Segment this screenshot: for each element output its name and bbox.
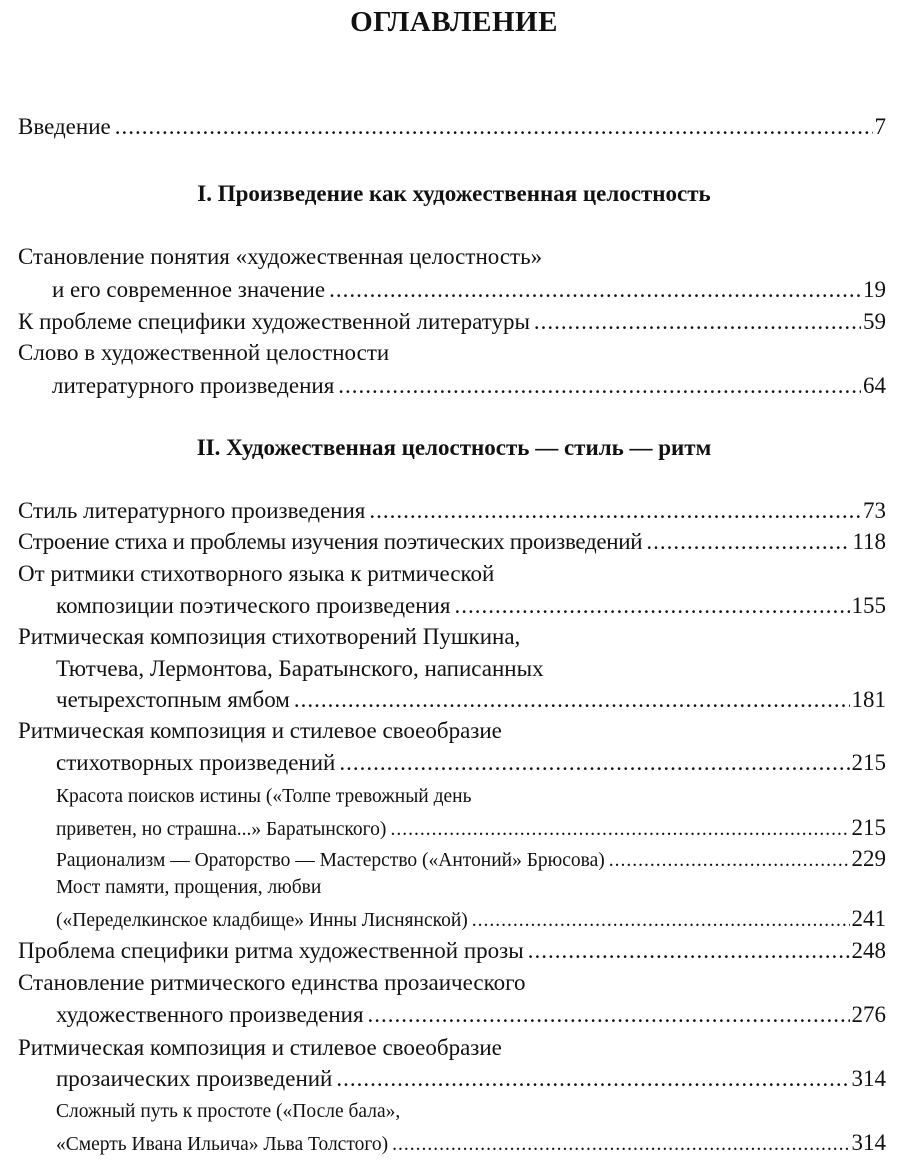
page-number: 241 bbox=[851, 906, 886, 931]
dot-leader bbox=[339, 750, 849, 776]
toc-entry-label: приветен, но страшна...» Баратынского) bbox=[56, 819, 387, 840]
dot-leader bbox=[294, 687, 850, 713]
page-number: 215 bbox=[851, 815, 886, 840]
toc-entry-line[interactable]: Становление понятия «художественная целостность» bbox=[18, 244, 543, 269]
toc-entry-literature-specifics[interactable] bbox=[18, 309, 886, 335]
toc-entry-line[interactable]: Ритмическая композиция стихотворений Пушкина, bbox=[18, 624, 521, 649]
toc-entry-label: композиции поэтического произведения bbox=[56, 593, 451, 618]
toc-entry-label: Стиль литературного произведения bbox=[18, 498, 366, 523]
page-number: 73 bbox=[863, 498, 886, 523]
toc-subentry-line[interactable]: Красота поисков истины («Толпе тревожный день bbox=[56, 786, 472, 807]
toc-entry-line[interactable]: Тютчева, Лермонтова, Баратынского, написанных bbox=[56, 656, 544, 681]
toc-entry-label: Проблема специфики ритма художественной прозы bbox=[18, 938, 524, 963]
page-number: 181 bbox=[851, 687, 886, 712]
page-number: 155 bbox=[851, 593, 886, 618]
dot-leader bbox=[646, 529, 850, 555]
dot-leader bbox=[338, 373, 861, 399]
toc-entry-label: прозаических произведений bbox=[56, 1066, 333, 1091]
page-number: 19 bbox=[863, 277, 886, 302]
toc-subentry-baratynsky[interactable] bbox=[56, 815, 886, 841]
dot-leader bbox=[454, 593, 849, 619]
page-number: 118 bbox=[852, 529, 886, 554]
toc-entry-iambic-tetrameter[interactable] bbox=[56, 687, 886, 713]
toc-entry-artistic-integrity[interactable] bbox=[52, 277, 886, 303]
toc-subentry-tolstoy[interactable] bbox=[56, 1130, 886, 1156]
page-number: 7 bbox=[874, 114, 886, 139]
page-number: 248 bbox=[851, 938, 886, 963]
page-number: 64 bbox=[863, 373, 886, 398]
dot-leader bbox=[534, 309, 861, 335]
toc-entry-verse-works[interactable] bbox=[56, 750, 886, 776]
page-number: 215 bbox=[851, 750, 886, 775]
page-number: 276 bbox=[851, 1002, 886, 1027]
toc-entry-label: Строение стиха и проблемы изучения поэтических произведений bbox=[18, 529, 643, 554]
toc-entry-verse-structure[interactable] bbox=[18, 529, 886, 555]
toc-entry-introduction[interactable] bbox=[18, 114, 886, 140]
page-number: 314 bbox=[851, 1066, 886, 1091]
toc-entry-label: стихотворных произведений bbox=[56, 750, 336, 775]
toc-entry-label: «Смерть Ивана Ильича» Льва Толстого) bbox=[56, 1134, 389, 1155]
dot-leader bbox=[392, 1134, 849, 1156]
toc-entry-label: четырехстопным ямбом bbox=[56, 687, 290, 712]
dot-leader bbox=[390, 819, 849, 841]
dot-leader bbox=[336, 1066, 849, 1092]
dot-leader bbox=[472, 910, 850, 932]
page-number: 59 bbox=[863, 309, 886, 334]
toc-entry-line[interactable]: Слово в художественной целостности bbox=[18, 340, 390, 365]
dot-leader bbox=[528, 938, 850, 964]
toc-entry-prose-works[interactable] bbox=[56, 1066, 886, 1092]
dot-leader bbox=[369, 498, 861, 524]
dot-leader bbox=[329, 277, 861, 303]
toc-entry-label: К проблеме специфики художественной литературы bbox=[18, 309, 530, 334]
toc-entry-label: литературного произведения bbox=[52, 373, 335, 398]
page-number: 314 bbox=[851, 1130, 886, 1155]
dot-leader bbox=[368, 1002, 850, 1028]
toc-subentry-bryusov[interactable] bbox=[56, 846, 886, 872]
toc-entry-prose-unity[interactable] bbox=[56, 1002, 886, 1028]
page-title: ОГЛАВЛЕНИЕ bbox=[350, 6, 558, 38]
toc-entry-label: и его современное значение bbox=[52, 277, 326, 302]
toc-entry-label: («Переделкинское кладбище» Инны Лиснянской) bbox=[56, 910, 468, 931]
section-heading-1: I. Произведение как художественная целостность bbox=[197, 181, 711, 206]
toc-entry-line[interactable]: Ритмическая композиция и стилевое своеобразие bbox=[18, 1035, 502, 1060]
toc-entry-prose-rhythm[interactable] bbox=[18, 938, 886, 964]
toc-entry-line[interactable]: Ритмическая композиция и стилевое своеобразие bbox=[18, 718, 502, 743]
toc-entry-label: Рационализм — Ораторство — Мастерство («Антоний» Брюсова) bbox=[56, 850, 605, 871]
dot-leader bbox=[609, 850, 850, 872]
toc-subentry-lisnyanskaya[interactable] bbox=[56, 906, 886, 932]
toc-entry-rhythmic-composition[interactable] bbox=[56, 593, 886, 619]
toc-entry-word-in-integrity[interactable] bbox=[52, 373, 886, 399]
toc-entry-line[interactable]: Становление ритмического единства прозаического bbox=[18, 970, 526, 995]
toc-entry-style[interactable] bbox=[18, 498, 886, 524]
toc-subentry-line[interactable]: Сложный путь к простоте («После бала», bbox=[56, 1101, 401, 1122]
toc-entry-line[interactable]: От ритмики стихотворного языка к ритмической bbox=[18, 561, 495, 586]
page-number: 229 bbox=[851, 846, 886, 871]
toc-subentry-line[interactable]: Мост памяти, прощения, любви bbox=[56, 877, 322, 898]
dot-leader bbox=[115, 114, 873, 140]
toc-entry-label: художественного произведения bbox=[56, 1002, 364, 1027]
section-heading-2: II. Художественная целостность — стиль — ритм bbox=[196, 435, 712, 460]
toc-entry-label: Введение bbox=[18, 114, 111, 139]
